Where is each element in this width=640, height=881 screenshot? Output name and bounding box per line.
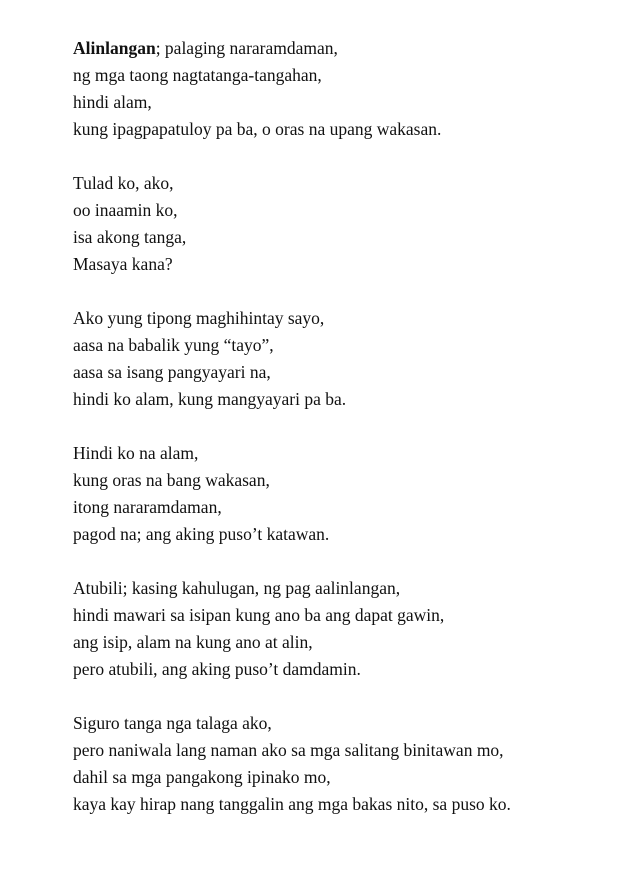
- poem-line: kung ipagpapatuloy pa ba, o oras na upang wakasan.: [73, 119, 442, 139]
- poem-line: hindi ko alam, kung mangyayari pa ba.: [73, 389, 347, 409]
- poem-line: Masaya kana?: [73, 254, 173, 274]
- poem-title-word: Alinlangan: [73, 38, 156, 58]
- poem-line: Tulad ko, ako,: [73, 173, 174, 193]
- poem-line: ng mga taong nagtatanga-tangahan,: [73, 65, 322, 85]
- stanza-6: [73, 710, 633, 818]
- poem-document: [73, 35, 633, 845]
- poem-line: hindi alam,: [73, 92, 152, 112]
- poem-line: Ako yung tipong maghihintay sayo,: [73, 308, 325, 328]
- poem-line: Siguro tanga nga talaga ako,: [73, 713, 272, 733]
- poem-line: kaya kay hirap nang tanggalin ang mga bakas nito, sa puso ko.: [73, 794, 511, 814]
- poem-line: [73, 35, 633, 62]
- stanza-5: [73, 575, 633, 683]
- poem-line: kung oras na bang wakasan,: [73, 470, 270, 490]
- poem-line: Hindi ko na alam,: [73, 443, 199, 463]
- poem-line: oo inaamin ko,: [73, 200, 178, 220]
- poem-line: hindi mawari sa isipan kung ano ba ang dapat gawin,: [73, 605, 445, 625]
- poem-line: dahil sa mga pangakong ipinako mo,: [73, 767, 331, 787]
- poem-line: ang isip, alam na kung ano at alin,: [73, 632, 313, 652]
- poem-line: Atubili; kasing kahulugan, ng pag aalinlangan,: [73, 578, 401, 598]
- poem-line: itong nararamdaman,: [73, 497, 222, 517]
- poem-line: aasa na babalik yung “tayo”,: [73, 335, 274, 355]
- poem-line-text: ; palaging nararamdaman,: [155, 38, 338, 58]
- stanza-4: [73, 440, 633, 548]
- poem-line: aasa sa isang pangyayari na,: [73, 362, 271, 382]
- stanza-2: [73, 170, 633, 278]
- poem-line: pagod na; ang aking puso’t katawan.: [73, 524, 330, 544]
- stanza-1: [73, 35, 633, 143]
- poem-line: pero naniwala lang naman ako sa mga salitang binitawan mo,: [73, 740, 504, 760]
- poem-line: isa akong tanga,: [73, 227, 187, 247]
- stanza-3: [73, 305, 633, 413]
- poem-line: pero atubili, ang aking puso’t damdamin.: [73, 659, 361, 679]
